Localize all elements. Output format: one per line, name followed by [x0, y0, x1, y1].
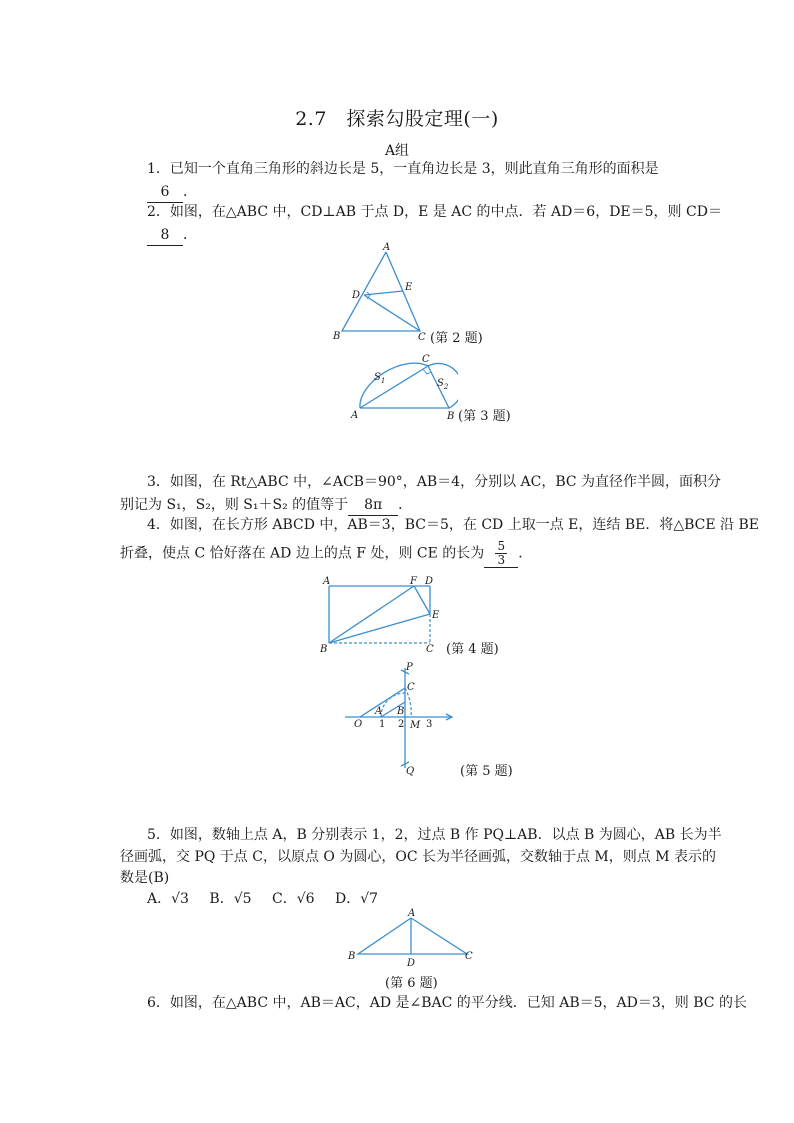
- q5-option-c: C．√6: [271, 891, 315, 907]
- q5-option-b: B．√5: [209, 891, 252, 907]
- label-s2: $S_2$: [437, 378, 449, 391]
- q5-line3: 数是(B): [120, 870, 170, 886]
- figure-5-caption: (第 5 题): [460, 764, 513, 779]
- q4-answer-denominator: 3: [497, 553, 506, 567]
- group-heading: A组: [384, 143, 410, 159]
- tick-label-3: 3: [426, 719, 433, 730]
- figure-4: [316, 574, 446, 656]
- label-q: Q: [406, 766, 415, 777]
- q2-tail: ．: [183, 227, 197, 243]
- tick-label-1: 1: [379, 719, 386, 730]
- label-o: O: [354, 719, 363, 730]
- q3-answer-line: [120, 495, 412, 516]
- q3-line1: 3．如图，在 Rt△ABC 中，∠ACB＝90°，AB＝4，分别以 AC，BC 为直径作半圆，面积分: [147, 474, 722, 490]
- q5-option-d: D．√7: [334, 891, 379, 907]
- label-m: M: [410, 720, 421, 731]
- q4-tail: ．: [518, 545, 533, 562]
- q1-answer-line: [147, 182, 197, 203]
- label-f: F: [410, 576, 417, 587]
- label-c: C: [418, 332, 426, 343]
- q2-line1: 2．如图，在△ABC 中，CD⊥AB 于点 D，E 是 AC 的中点．若 AD＝6，DE＝5，则 CD＝: [147, 204, 722, 220]
- q1-line1: 1．已知一个直角三角形的斜边长是 5，一直角边长是 3，则此直角三角形的面积是: [147, 161, 659, 177]
- q2-answer-line: [147, 225, 197, 246]
- label-a: A: [383, 242, 391, 253]
- label-b: B: [447, 411, 455, 422]
- q6-line1: 6．如图，在△ABC 中，AB＝AC，AD 是∠BAC 的平分线．已知 AB＝5，AD＝3，则 BC 的长: [147, 995, 747, 1011]
- label-d: D: [407, 958, 416, 969]
- q3-tail: ．: [398, 497, 413, 513]
- q5-line2: 径画弧，交 PQ 于点 C，以原点 O 为圆心，OC 长为半径画弧，交数轴于点 M，则点 M 表示的: [120, 849, 716, 865]
- label-s1: $S_1$: [374, 372, 386, 385]
- label-c: C: [422, 354, 430, 365]
- figure-3: [343, 348, 458, 422]
- q3-answer: 8π: [348, 495, 398, 516]
- triangle-abc: [358, 918, 467, 954]
- figure-4-caption: (第 4 题): [446, 642, 499, 657]
- label-b: B: [348, 951, 356, 962]
- q5-option-a: A．√3: [147, 891, 189, 907]
- label-b: B: [320, 644, 328, 655]
- label-p: P: [406, 662, 413, 673]
- tick-label-2: 2: [398, 719, 405, 730]
- label-a: A: [351, 410, 359, 421]
- figure-2: [330, 240, 430, 346]
- page-title: 2.7 探索勾股定理(一): [295, 108, 499, 130]
- q4-answer-line: [120, 540, 532, 568]
- q4-answer-numerator: 5: [497, 539, 506, 553]
- q1-tail: ．: [183, 184, 197, 200]
- label-a: A: [408, 908, 416, 919]
- segment-be: [329, 614, 430, 643]
- segment-fe: [414, 586, 430, 614]
- segment-bf: [329, 586, 414, 643]
- q2-answer: 8: [147, 225, 183, 246]
- rectangle-abcd-left: [329, 586, 430, 643]
- label-c: C: [465, 951, 473, 962]
- figure-6-caption: (第 6 题): [385, 976, 438, 991]
- figure-2-caption: (第 2 题): [430, 331, 483, 346]
- q5-line1: 5．如图，数轴上点 A，B 分别表示 1，2，过点 B 作 PQ⊥AB．以点 B 为圆心，AB 长为半: [147, 827, 722, 843]
- label-a: A: [375, 706, 383, 717]
- label-a: A: [323, 576, 331, 587]
- q4-answer-fraction: [495, 540, 507, 567]
- label-b: B: [333, 331, 341, 342]
- q5-options: [147, 889, 378, 909]
- label-c: C: [426, 644, 434, 655]
- q3-line2: 别记为 S₁，S₂，则 S₁＋S₂ 的值等于: [120, 497, 349, 513]
- figure-3-caption: (第 3 题): [458, 409, 511, 424]
- figure-6: [345, 906, 475, 972]
- q4-line2: 折叠，使点 C 恰好落在 AD 边上的点 F 处，则 CE 的长为: [120, 545, 485, 562]
- label-d: D: [352, 290, 361, 301]
- label-b: B: [397, 706, 405, 717]
- figure-5: [340, 660, 460, 778]
- label-d: D: [425, 576, 434, 587]
- label-c: C: [407, 682, 415, 693]
- label-e: E: [432, 610, 440, 621]
- q4-line1: 4．如图，在长方形 ABCD 中，AB＝3，BC＝5，在 CD 上取一点 E，连结 BE．将△BCE 沿 BE: [147, 517, 759, 533]
- q1-answer: 6: [147, 182, 183, 203]
- label-e: E: [405, 282, 413, 293]
